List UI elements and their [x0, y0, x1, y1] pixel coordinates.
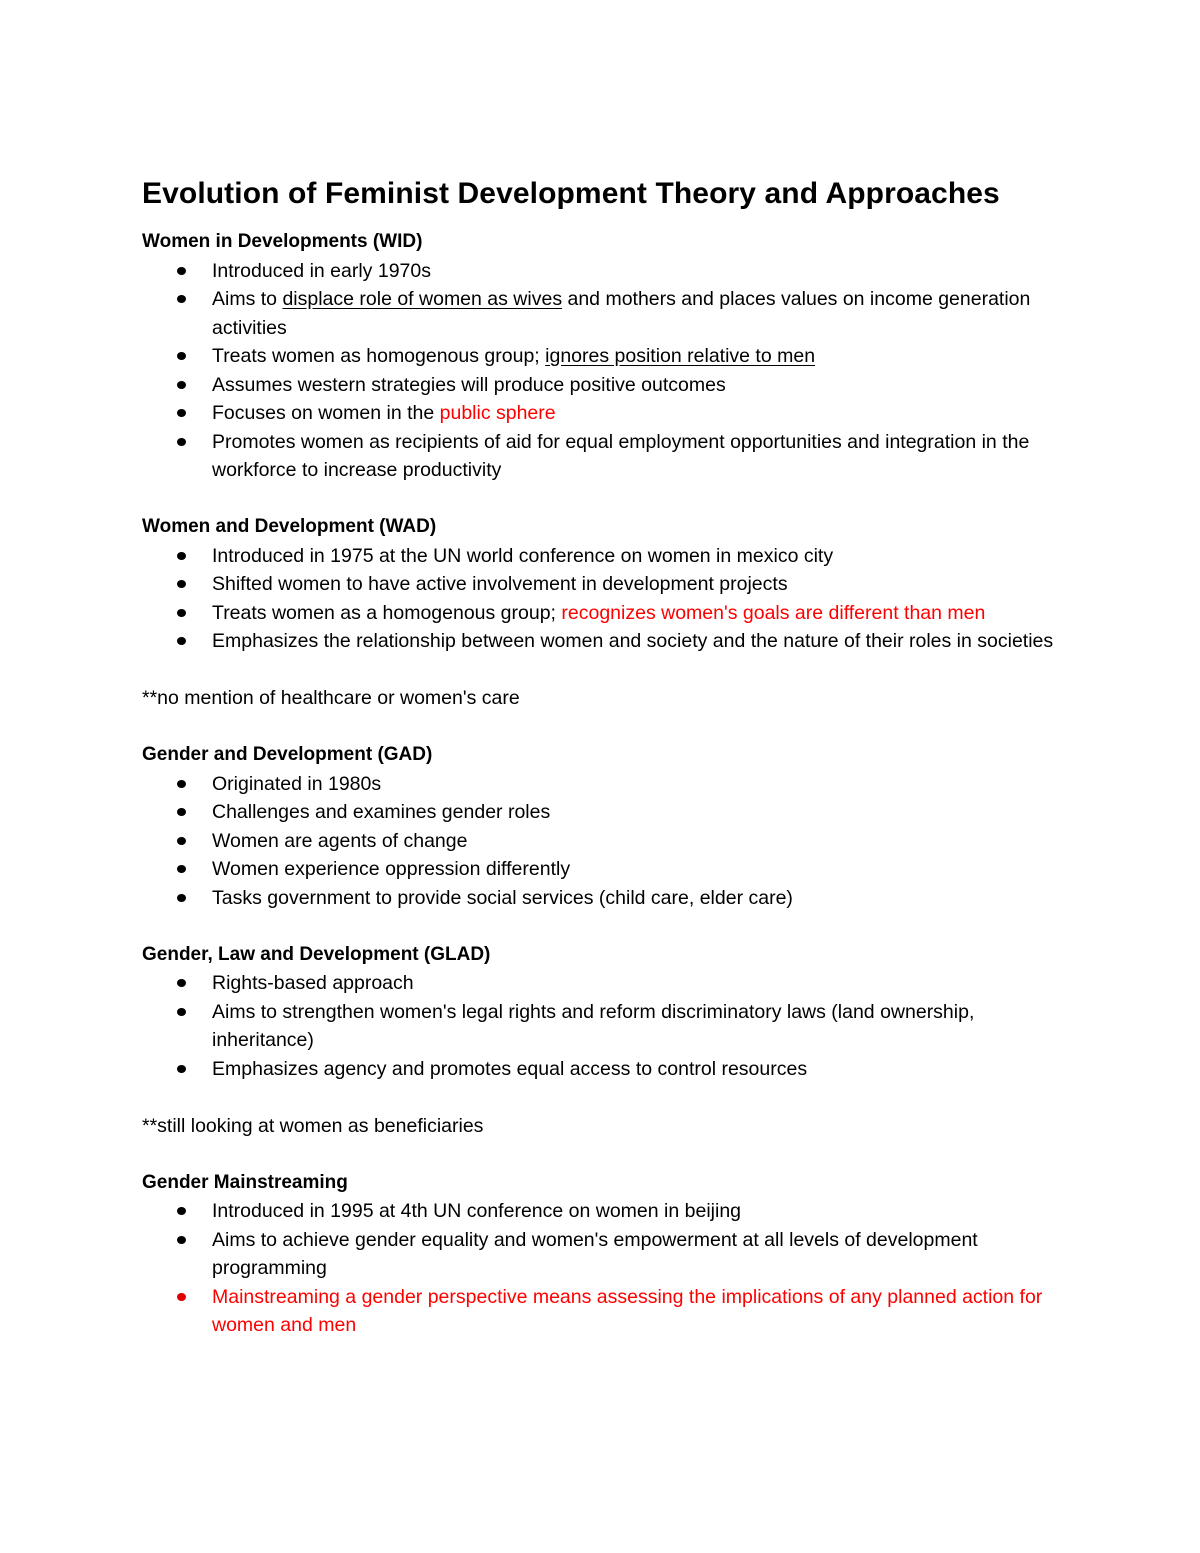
section-heading-wid: Women in Developments (WID) [142, 231, 423, 252]
bullet-icon [177, 381, 186, 389]
list-item: Tasks government to provide social services (child care, elder care) [212, 884, 1072, 913]
list-item: Women experience oppression differently [212, 855, 1072, 884]
list-item: Promotes women as recipients of aid for equal employment opportunities and integration in the workforce to increase productivity [212, 428, 1072, 485]
list-item: Introduced in early 1970s [212, 257, 1072, 286]
section-heading-glad: Gender, Law and Development (GLAD) [142, 943, 491, 965]
bullet-icon [177, 1008, 186, 1016]
list-item: Women are agents of change [212, 827, 1072, 856]
bullet-icon [177, 894, 186, 902]
list-item: Focuses on women in the public sphere [212, 399, 1072, 428]
underlined-text: displace role of women as wives [282, 288, 563, 310]
underlined-text: ignores position relative to men [545, 345, 816, 367]
list-item: Assumes western strategies will produce positive outcomes [212, 371, 1072, 400]
list-item: Aims to strengthen women's legal rights and reform discriminatory laws (land ownership, inheritance) [212, 998, 1072, 1055]
list-item [212, 1283, 1072, 1340]
document-content [142, 172, 1072, 1340]
bullet-icon [177, 1236, 186, 1244]
list-item: Introduced in 1975 at the UN world conference on women in mexico city [212, 542, 1072, 571]
section-heading-wad: Women and Development (WAD) [142, 516, 437, 537]
list-item: Treats women as homogenous group; ignores position relative to men [212, 342, 1072, 371]
list-item: Emphasizes agency and promotes equal access to control resources [212, 1055, 1072, 1084]
list-item: Rights-based approach [212, 969, 1072, 998]
bullet-icon [177, 1065, 186, 1073]
list-item: Originated in 1980s [212, 770, 1072, 799]
list-item: Emphasizes the relationship between women and society and the nature of their roles in societies [212, 627, 1072, 656]
bullet-icon [177, 609, 186, 617]
bullet-icon [177, 979, 186, 987]
list-item: Introduced in 1995 at 4th UN conference on women in beijing [212, 1197, 1072, 1226]
list-item: Shifted women to have active involvement in development projects [212, 570, 1072, 599]
wad-bullet-list [142, 542, 1072, 656]
glad-note: **still looking at women as beneficiaries [142, 1114, 484, 1137]
list-item: Treats women as a homogenous group; recognizes women's goals are different than men [212, 599, 1072, 628]
bullet-icon [177, 580, 186, 588]
section-heading-gad: Gender and Development (GAD) [142, 744, 433, 765]
document-title: Evolution of Feminist Development Theory and Approaches [142, 177, 1000, 210]
bullet-icon [177, 1207, 186, 1215]
bullet-icon [177, 808, 186, 816]
bullet-icon [177, 552, 186, 560]
bullet-icon [177, 837, 186, 845]
bullet-icon [177, 438, 186, 446]
bullet-icon [177, 409, 186, 417]
list-item: Challenges and examines gender roles [212, 798, 1072, 827]
wid-bullet-list [142, 257, 1072, 485]
list-item: Aims to achieve gender equality and women's empowerment at all levels of development programming [212, 1226, 1072, 1283]
highlighted-text: public sphere [439, 402, 556, 424]
gad-bullet-list [142, 770, 1072, 913]
bullet-icon [177, 780, 186, 788]
gm-bullet-list [142, 1197, 1072, 1340]
wad-note: **no mention of healthcare or women's care [142, 687, 520, 709]
bullet-icon [177, 1293, 186, 1301]
bullet-icon [177, 267, 186, 275]
bullet-icon [177, 865, 186, 873]
section-heading-gender-mainstreaming: Gender Mainstreaming [142, 1171, 348, 1193]
list-item: Aims to displace role of women as wives and mothers and places values on income generation activities [212, 285, 1072, 342]
highlighted-text: Mainstreaming a gender perspective means assessing the implications of any planned action for women and men [212, 1285, 1043, 1336]
highlighted-text: recognizes women's goals are different than men [561, 601, 986, 624]
bullet-icon [177, 637, 186, 645]
bullet-icon [177, 295, 186, 303]
glad-bullet-list [142, 969, 1072, 1083]
bullet-icon [177, 352, 186, 360]
